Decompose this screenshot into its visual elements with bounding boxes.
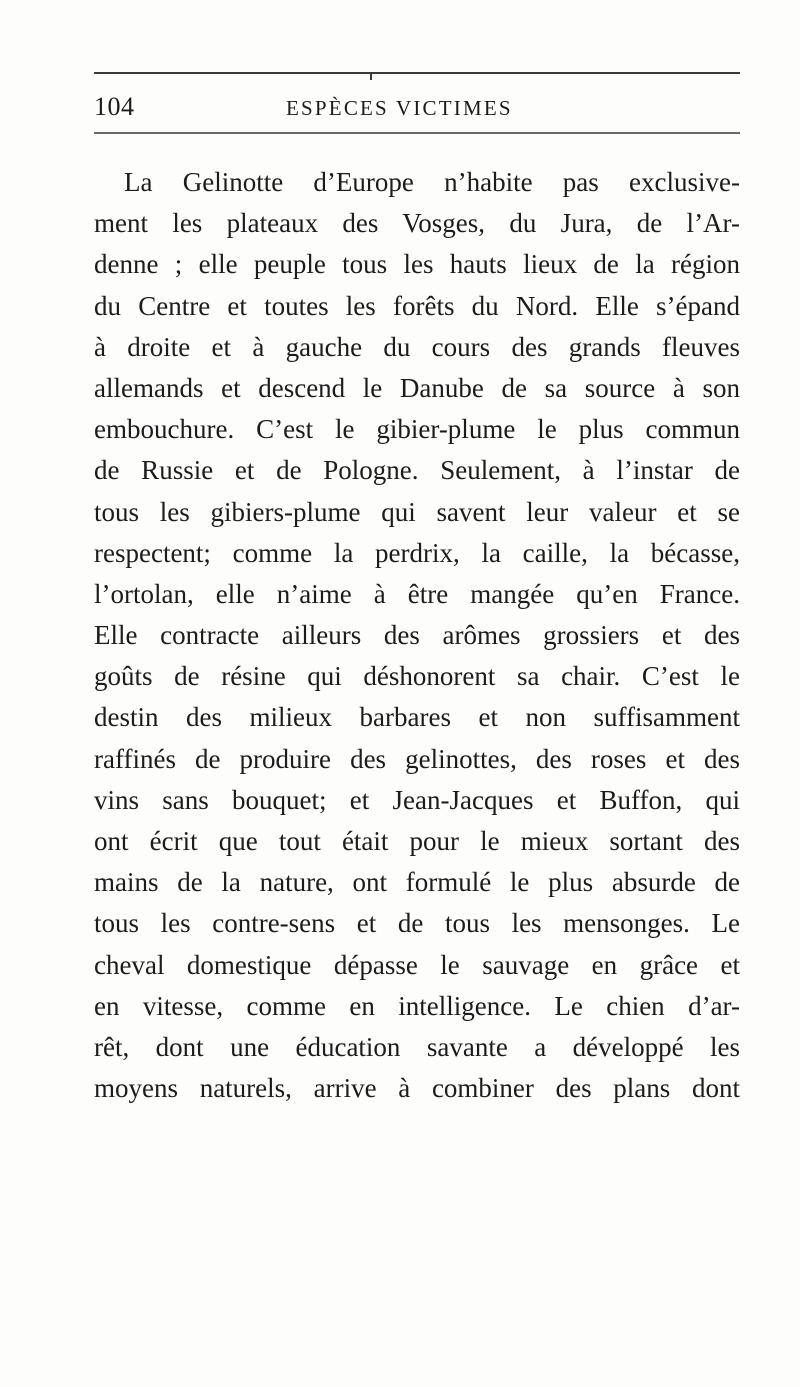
text-line: cheval domestique dépasse le sauvage en grâce et xyxy=(94,949,740,980)
text-line: La Gelinotte d’Europe n’habite pas exclusive- xyxy=(124,167,740,197)
text-line: rêt, dont une éducation savante a développé les xyxy=(94,1031,740,1062)
text-line: tous les gibiers-plume qui savent leur valeur et se xyxy=(94,496,740,527)
header-rule-tick xyxy=(370,72,372,80)
text-line: goûts de résine qui déshonorent sa chair. C’est le xyxy=(94,661,740,692)
text-line: ont écrit que tout était pour le mieux sortant des xyxy=(94,826,740,856)
text-line: ment les plateaux des Vosges, du Jura, de l’Ar- xyxy=(94,208,740,239)
page-number: 104 xyxy=(94,92,135,121)
header-bottom-rule xyxy=(94,132,740,134)
text-line: raffinés de produire des gelinottes, des roses et des xyxy=(94,743,740,774)
text-line: à droite et à gauche du cours des grands fleuves xyxy=(94,331,740,362)
text-line: allemands et descend le Danube de sa source à son xyxy=(94,372,740,403)
running-head xyxy=(94,92,740,122)
text-line: respectent; comme la perdrix, la caille, la bécasse, xyxy=(94,537,740,568)
body-paragraph xyxy=(94,162,740,1109)
text-line: mains de la nature, ont formulé le plus absurde de xyxy=(94,867,740,898)
text-line: du Centre et toutes les forêts du Nord. Elle s’épand xyxy=(94,290,740,321)
text-line: vins sans bouquet; et Jean-Jacques et Buffon, qui xyxy=(94,784,740,815)
text-line: l’ortolan, elle n’aime à être mangée qu’en France. xyxy=(94,578,740,609)
text-line: Elle contracte ailleurs des arômes grossiers et des xyxy=(94,620,740,651)
running-title: ESPÈCES VICTIMES xyxy=(286,96,513,120)
text-line: moyens naturels, arrive à combiner des plans dont xyxy=(94,1073,740,1104)
text-line: denne ; elle peuple tous les hauts lieux de la région xyxy=(94,249,740,280)
text-line: en vitesse, comme en intelligence. Le chien d’ar- xyxy=(94,990,740,1021)
header-top-rule xyxy=(94,72,740,74)
text-line: embouchure. C’est le gibier-plume le plus commun xyxy=(94,414,740,445)
text-line: tous les contre-sens et de tous les mensonges. Le xyxy=(94,908,740,939)
text-line: de Russie et de Pologne. Seulement, à l’instar de xyxy=(94,455,740,486)
text-line: destin des milieux barbares et non suffisamment xyxy=(94,702,740,733)
